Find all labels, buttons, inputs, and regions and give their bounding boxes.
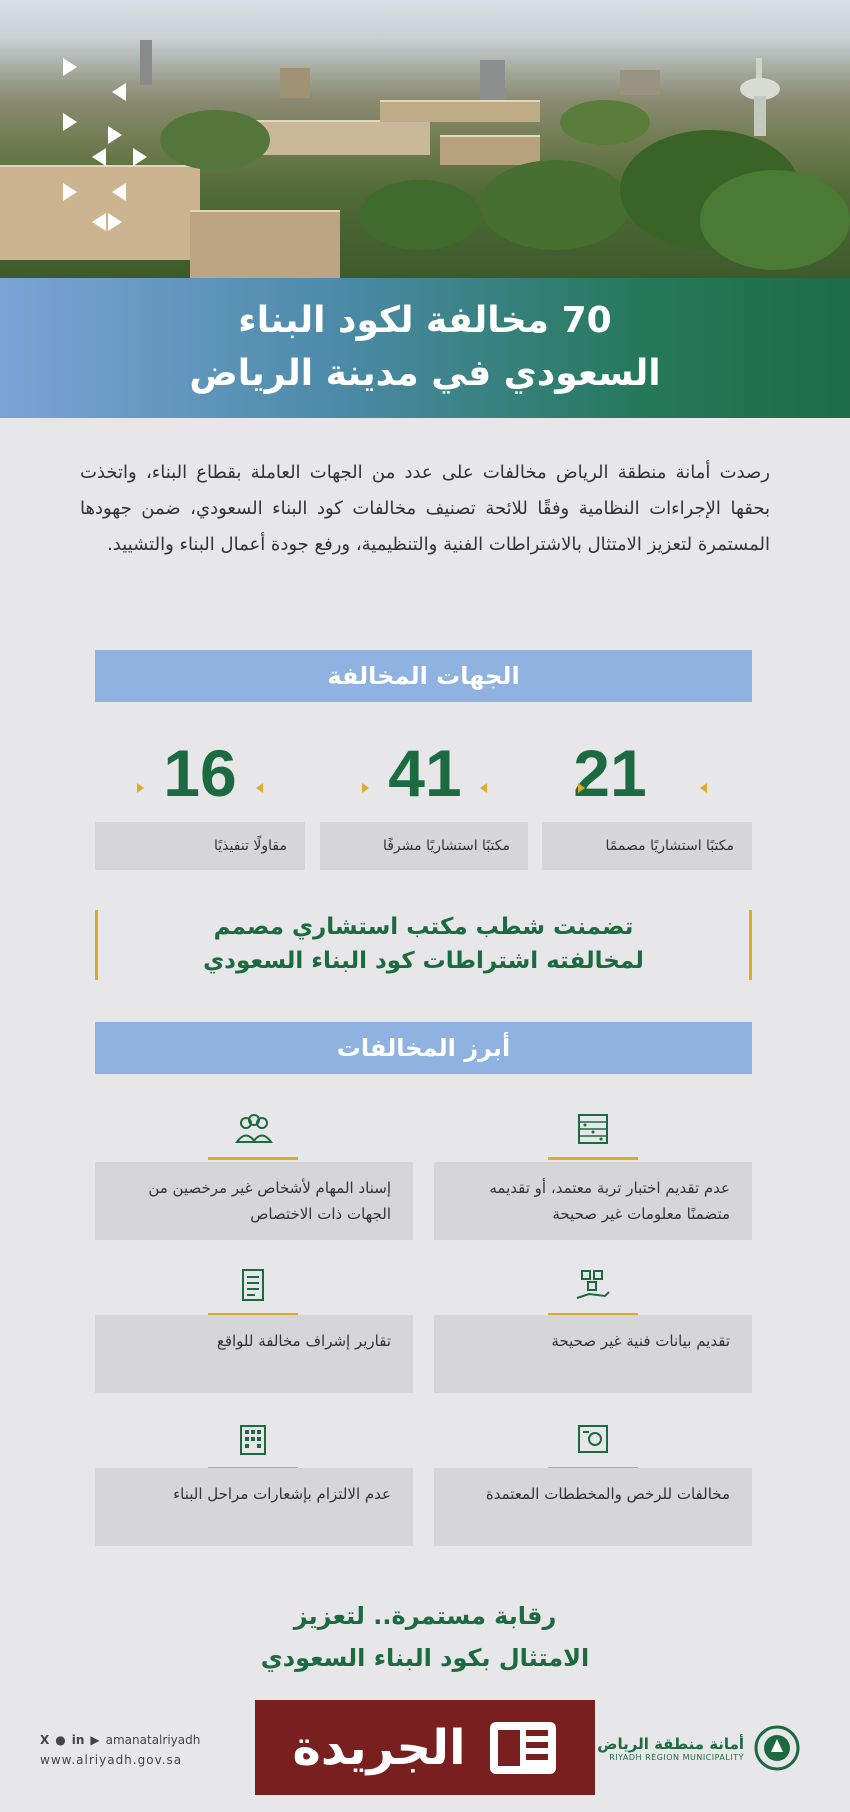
bullet-icon: [480, 783, 487, 793]
violation-card: مخالفات للرخص والمخططات المعتمدة: [434, 1468, 752, 1546]
soil-test-icon-wrap: [548, 1112, 638, 1160]
snapchat-icon[interactable]: ●: [55, 1733, 66, 1747]
title-line-1: 70 مخالفة لكود البناء: [238, 300, 612, 341]
people-icon: [233, 1112, 275, 1148]
stat-value-designers: 21: [573, 736, 647, 810]
decorative-arrows: [58, 58, 158, 233]
municipality-name-ar: أمانة منطقة الرياض: [597, 1734, 744, 1753]
soil-test-icon: [573, 1112, 613, 1148]
data-hand-icon: [573, 1268, 613, 1304]
quote-line-1: تضمنت شطب مكتب استشاري مصمم: [213, 914, 634, 940]
bullet-icon: [137, 783, 144, 793]
municipality-logo: [597, 1725, 800, 1771]
people-icon-wrap: [208, 1112, 298, 1160]
header-city-photo: [0, 0, 850, 278]
newspaper-logo: [255, 1700, 595, 1795]
bullet-icon: [362, 783, 369, 793]
title-line-2: السعودي في مدينة الرياض: [189, 353, 661, 394]
stat-label-designers: مكتبًا استشاريًا مصممًا: [542, 822, 752, 870]
license-plan-icon: [573, 1422, 613, 1458]
data-hand-icon-wrap: [548, 1268, 638, 1316]
closing-statement: [0, 1595, 850, 1679]
bullet-icon: [256, 783, 263, 793]
stat-value-supervisors: 41: [388, 736, 462, 810]
violation-card: عدم الالتزام بإشعارات مراحل البناء: [95, 1468, 413, 1546]
intro-paragraph: رصدت أمانة منطقة الرياض مخالفات على عدد من الجهات العاملة بقطاع البناء، واتخذت بحقها الإجراءات النظامية وفقًا للائحة تصنيف مخالفات كود البناء السعودي، ضمن جهودها المستمرة لتعزيز الامتثال بالاشتراطات الفنية والتنظيمية، ورفع جودة أعمال البناء والتشييد.: [80, 462, 770, 555]
title-banner: [0, 278, 850, 418]
footer-social: [40, 1733, 200, 1767]
linkedin-icon[interactable]: in: [71, 1733, 85, 1747]
closing-line-1: رقابة مستمرة.. لتعزيز: [293, 1602, 557, 1630]
quote-line-2: لمخالفته اشتراطات كود البناء السعودي: [203, 948, 644, 974]
newspaper-icon: [488, 1720, 558, 1776]
report-icon: [233, 1268, 273, 1304]
newspaper-name: الجريدة: [292, 1719, 466, 1776]
license-plan-icon-wrap: [548, 1422, 638, 1470]
top-violations-heading: أبرز المخالفات: [95, 1022, 752, 1074]
social-handle[interactable]: amanatalriyadh: [105, 1733, 201, 1747]
stat-value-contractors: 16: [163, 736, 237, 810]
youtube-icon[interactable]: ▶: [90, 1733, 100, 1747]
violating-entities-heading: الجهات المخالفة: [95, 650, 752, 702]
violation-card: تقارير إشراف مخالفة للواقع: [95, 1315, 413, 1393]
tv-tower-shape: [740, 58, 780, 128]
bullet-icon: [578, 783, 585, 793]
highlight-quote: [95, 910, 752, 980]
violation-card: إسناد المهام لأشخاص غير مرخصين من الجهات ذات الاختصاص: [95, 1162, 413, 1240]
report-icon-wrap: [208, 1268, 298, 1316]
closing-line-2: الامتثال بكود البناء السعودي: [260, 1644, 590, 1672]
website-link[interactable]: www.alriyadh.gov.sa: [40, 1753, 183, 1767]
stat-label-supervisors: مكتبًا استشاريًا مشرفًا: [320, 822, 528, 870]
building-icon-wrap: [208, 1422, 298, 1470]
violation-card: عدم تقديم اختبار تربة معتمد، أو تقديمه متضمنًا معلومات غير صحيحة: [434, 1162, 752, 1240]
violation-card: تقديم بيانات فنية غير صحيحة: [434, 1315, 752, 1393]
bullet-icon: [700, 783, 707, 793]
municipality-name-en: RIYADH REGION MUNICIPALITY: [609, 1752, 744, 1762]
x-icon[interactable]: X: [40, 1733, 50, 1747]
municipality-emblem-icon: [754, 1725, 800, 1771]
stat-label-contractors: مقاولًا تنفيذيًا: [95, 822, 305, 870]
building-icon: [233, 1422, 273, 1458]
